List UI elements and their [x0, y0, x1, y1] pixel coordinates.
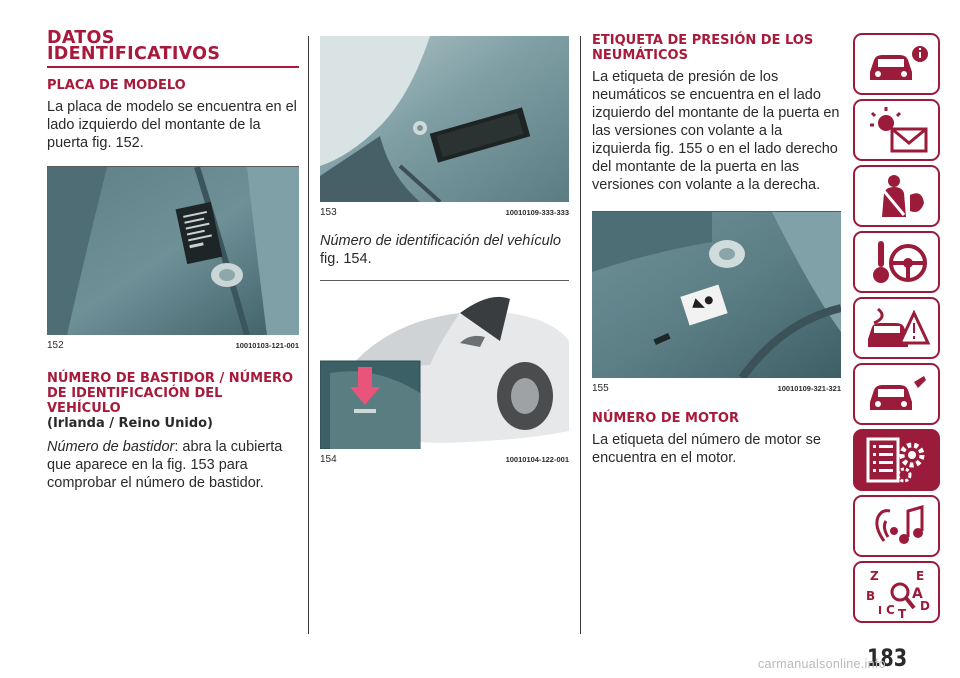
alphabetical-index-icon — [864, 566, 930, 618]
car-info-icon — [864, 42, 930, 86]
figure-153 — [320, 36, 569, 218]
etiqueta-body: La etiqueta de presión de los neumáticos se encuentra en el lado izquierdo del montante de la puerta en las versiones con volante a la izquierda fig. 155 o en el lado derecho del montante de la puerta en las versiones con volante a la derecha. — [592, 69, 840, 193]
index-letter: I — [877, 604, 882, 617]
figure-code: 10010109-333-333 — [505, 208, 569, 217]
section-title: DATOS IDENTIFICATIVOS — [47, 28, 221, 64]
breakdown-warning-triangle-icon — [864, 303, 930, 353]
tab-starting-driving[interactable] — [853, 231, 940, 293]
column-middle — [320, 36, 569, 465]
column-divider — [580, 36, 581, 634]
photo-model-plate — [47, 167, 299, 335]
motor-body: La etiqueta del número de motor se encuentra en el motor. — [592, 432, 821, 466]
bastidor-heading: NÚMERO DE BASTIDOR / NÚMERO DE IDENTIFICACIÓN DEL VEHÍCULO — [47, 371, 294, 416]
model-plate-photo-graphic — [47, 167, 299, 335]
tab-warning-lights[interactable] — [853, 99, 940, 161]
figure-code: 10010109-321-321 — [777, 384, 841, 393]
car-vin-location-photo-graphic — [320, 281, 569, 449]
figure-152-caption — [47, 340, 299, 351]
car-service-icon — [864, 372, 930, 416]
tab-safety[interactable] — [853, 165, 940, 227]
tab-technical-data[interactable] — [853, 429, 940, 491]
bastidor-body: Número de bastidor: abra la cubierta que aparece en la fig. 153 para comprobar el número de bastidor. — [47, 439, 283, 491]
tab-multimedia[interactable] — [853, 495, 940, 557]
column-right — [592, 33, 841, 467]
figure-154-caption — [320, 454, 569, 465]
chapter-tabs-sidebar — [853, 33, 940, 627]
key-steering-wheel-icon — [864, 237, 930, 287]
tab-index[interactable] — [853, 561, 940, 623]
page-number: 183 — [867, 644, 908, 672]
column-divider — [308, 36, 309, 634]
index-letter: B — [865, 589, 875, 603]
vin-body: Número de identificación del vehículo fig. 154. — [320, 233, 561, 267]
vin-cover-photo-graphic — [320, 36, 569, 202]
figure-155-caption — [592, 383, 841, 394]
tab-servicing[interactable] — [853, 363, 940, 425]
column-left — [47, 30, 299, 492]
multimedia-music-icon — [864, 501, 930, 551]
index-letter: Z — [869, 569, 879, 583]
photo-vin-cover — [320, 36, 569, 202]
photo-tyre-pressure-label — [592, 212, 841, 378]
figure-number: 155 — [592, 383, 609, 394]
tyre-label-photo-graphic — [592, 212, 841, 378]
etiqueta-heading: ETIQUETA DE PRESIÓN DE LOS NEUMÁTICOS — [592, 33, 814, 63]
index-letter: T — [897, 607, 906, 618]
index-letter: E — [915, 569, 924, 583]
photo-car-vin-location — [320, 281, 569, 449]
index-letter: D — [919, 599, 930, 613]
index-letter: A — [911, 586, 923, 602]
figure-code: 10010104-122-001 — [505, 455, 569, 464]
figure-155 — [592, 211, 841, 394]
technical-data-gear-icon — [864, 435, 930, 485]
figure-number: 153 — [320, 207, 337, 218]
motor-heading: NÚMERO DE MOTOR — [592, 411, 739, 426]
warning-lights-icon — [864, 105, 930, 155]
bastidor-subheading: (Irlanda / Reino Unido) — [47, 416, 213, 431]
placa-heading: PLACA DE MODELO — [47, 78, 186, 93]
figure-154 — [320, 280, 569, 465]
watermark: carmanualsonline.info — [758, 657, 886, 671]
tab-emergency[interactable] — [853, 297, 940, 359]
tab-knowing-your-car[interactable] — [853, 33, 940, 95]
figure-number: 152 — [47, 340, 64, 351]
section-title-underline — [47, 66, 299, 68]
seat-belt-airbag-icon — [864, 171, 930, 221]
figure-number: 154 — [320, 454, 337, 465]
figure-code: 10010103-121-001 — [235, 341, 299, 350]
placa-body: La placa de modelo se encuentra en el lado izquierdo del montante de la puerta fig. 152. — [47, 99, 297, 151]
index-letter: C — [885, 603, 895, 617]
figure-152 — [47, 166, 299, 351]
figure-153-caption — [320, 207, 569, 218]
